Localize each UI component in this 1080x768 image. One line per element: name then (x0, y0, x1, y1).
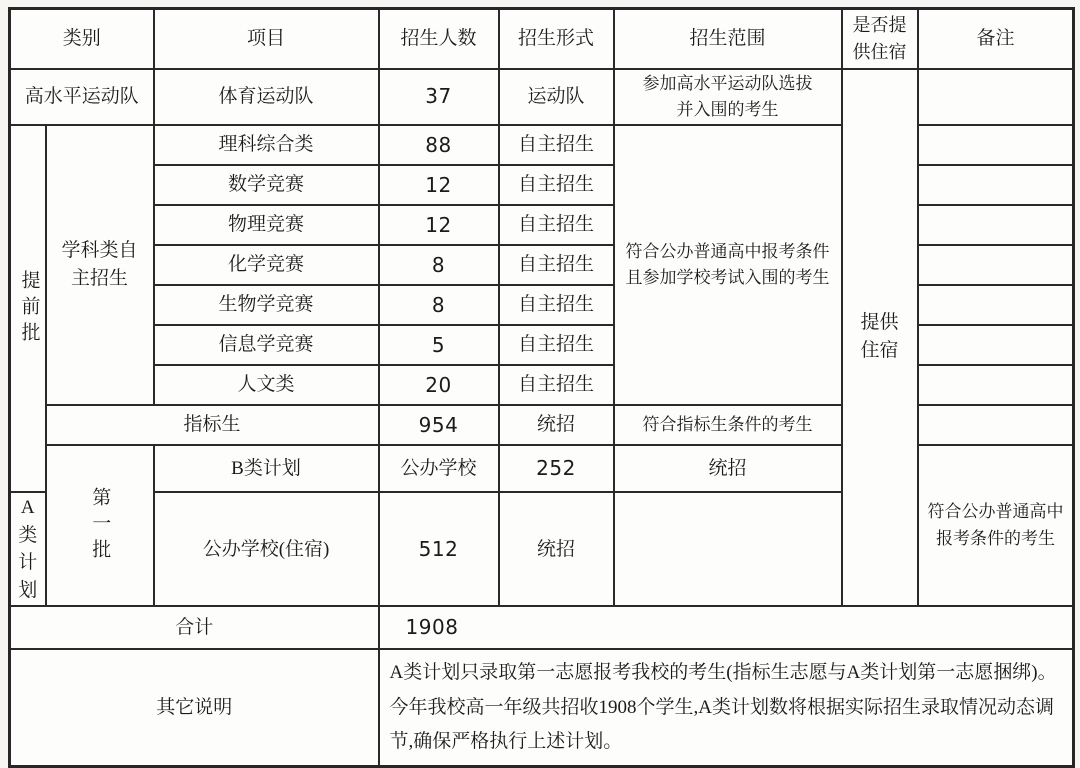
header-project: 项目 (154, 9, 379, 69)
header-housing-line2: 供住宿 (852, 41, 907, 62)
admission-plan-table (8, 7, 1075, 768)
plan-a-count-cell: 512 (379, 492, 499, 606)
sport-category-cell: 高水平运动队 (10, 69, 154, 126)
header-housing (842, 9, 918, 69)
form-cell: 自主招生 (499, 125, 614, 165)
project-cell: 数学竞赛 (154, 165, 379, 205)
zhibiao-count-cell: 954 (379, 405, 499, 445)
sport-form-cell: 运动队 (499, 69, 614, 126)
count-cell: 5 (379, 325, 499, 365)
zizhu-scope-line1: 符合公办普通高中报考条件 (625, 241, 830, 261)
header-form: 招生形式 (499, 9, 614, 69)
plan-b-project-cell: 公办学校 (379, 445, 499, 492)
notes-label-cell: 其它说明 (10, 649, 379, 766)
form-cell: 自主招生 (499, 365, 614, 405)
plan-b-cell: B类计划 (154, 445, 379, 492)
header-row (10, 9, 1074, 69)
total-value-cell: 1908 (379, 606, 1074, 649)
plan-a-form-cell: 统招 (499, 492, 614, 606)
plan-a-project-cell: 公办学校(住宿) (154, 492, 379, 606)
zhibiao-form-cell: 统招 (499, 405, 614, 445)
first-batch-label: 第一批 (89, 486, 111, 565)
zhibiao-scope-cell: 符合指标生条件的考生 (614, 405, 842, 445)
remark-cell (614, 492, 842, 606)
remark-cell (918, 205, 1074, 245)
form-cell: 自主招生 (499, 245, 614, 285)
remark-cell (918, 165, 1074, 205)
plan-a-cell: A类计划 (10, 492, 46, 606)
count-cell: 12 (379, 205, 499, 245)
first-batch-scope-line2: 报考条件的考生 (936, 528, 1056, 548)
total-label-cell: 合计 (10, 606, 379, 649)
remark-cell (918, 285, 1074, 325)
zizhu-scope-cell (614, 125, 842, 405)
count-cell: 88 (379, 125, 499, 165)
remark-cell (918, 405, 1074, 445)
project-cell: 物理竞赛 (154, 205, 379, 245)
sport-project-cell: 体育运动队 (154, 69, 379, 126)
remark-cell (918, 245, 1074, 285)
count-cell: 8 (379, 285, 499, 325)
first-batch-scope-line1: 符合公办普通高中 (927, 502, 1064, 522)
form-cell: 自主招生 (499, 325, 614, 365)
sport-scope-cell (614, 69, 842, 126)
row-total (10, 606, 1074, 649)
housing-line1: 提供 (860, 311, 899, 333)
remark-cell (918, 325, 1074, 365)
housing-line2: 住宿 (860, 340, 899, 362)
remark-cell (918, 125, 1074, 165)
row-notes (10, 649, 1074, 766)
header-scope: 招生范围 (614, 9, 842, 69)
plan-b-count-cell: 252 (499, 445, 614, 492)
first-batch-scope-cell (918, 445, 1074, 606)
housing-provided-cell (842, 69, 918, 607)
remark-cell (918, 69, 1074, 126)
subject-group-cell: 学科类自主招生 (46, 125, 154, 405)
sport-scope-line1: 参加高水平运动队选拔 (642, 73, 813, 93)
plan-b-form-cell: 统招 (614, 445, 842, 492)
zhibiao-project-cell: 指标生 (46, 405, 379, 445)
header-category: 类别 (10, 9, 154, 69)
sport-scope-line2: 并入围的考生 (676, 99, 779, 119)
header-remark: 备注 (918, 9, 1074, 69)
notes-text-cell: A类计划只录取第一志愿报考我校的考生(指标生志愿与A类计划第一志愿捆绑)。今年我校高一年级共招收1908个学生,A类计划数将根据实际招生录取情况动态调节,确保严格执行上述计划。 (379, 649, 1074, 766)
project-cell: 信息学竞赛 (154, 325, 379, 365)
form-cell: 自主招生 (499, 165, 614, 205)
early-batch-label: 提前批 (18, 269, 40, 348)
first-batch-cell (46, 445, 154, 606)
header-count: 招生人数 (379, 9, 499, 69)
project-cell: 人文类 (154, 365, 379, 405)
project-cell: 理科综合类 (154, 125, 379, 165)
row-sport-team (10, 69, 1074, 126)
sport-count-cell: 37 (379, 69, 499, 126)
zizhu-scope-line2: 且参加学校考试入围的考生 (625, 268, 830, 288)
remark-cell (918, 365, 1074, 405)
count-cell: 20 (379, 365, 499, 405)
count-cell: 8 (379, 245, 499, 285)
project-cell: 化学竞赛 (154, 245, 379, 285)
header-housing-line1: 是否提 (852, 14, 907, 35)
project-cell: 生物学竞赛 (154, 285, 379, 325)
count-cell: 12 (379, 165, 499, 205)
form-cell: 自主招生 (499, 285, 614, 325)
early-batch-cell (10, 125, 46, 492)
form-cell: 自主招生 (499, 205, 614, 245)
